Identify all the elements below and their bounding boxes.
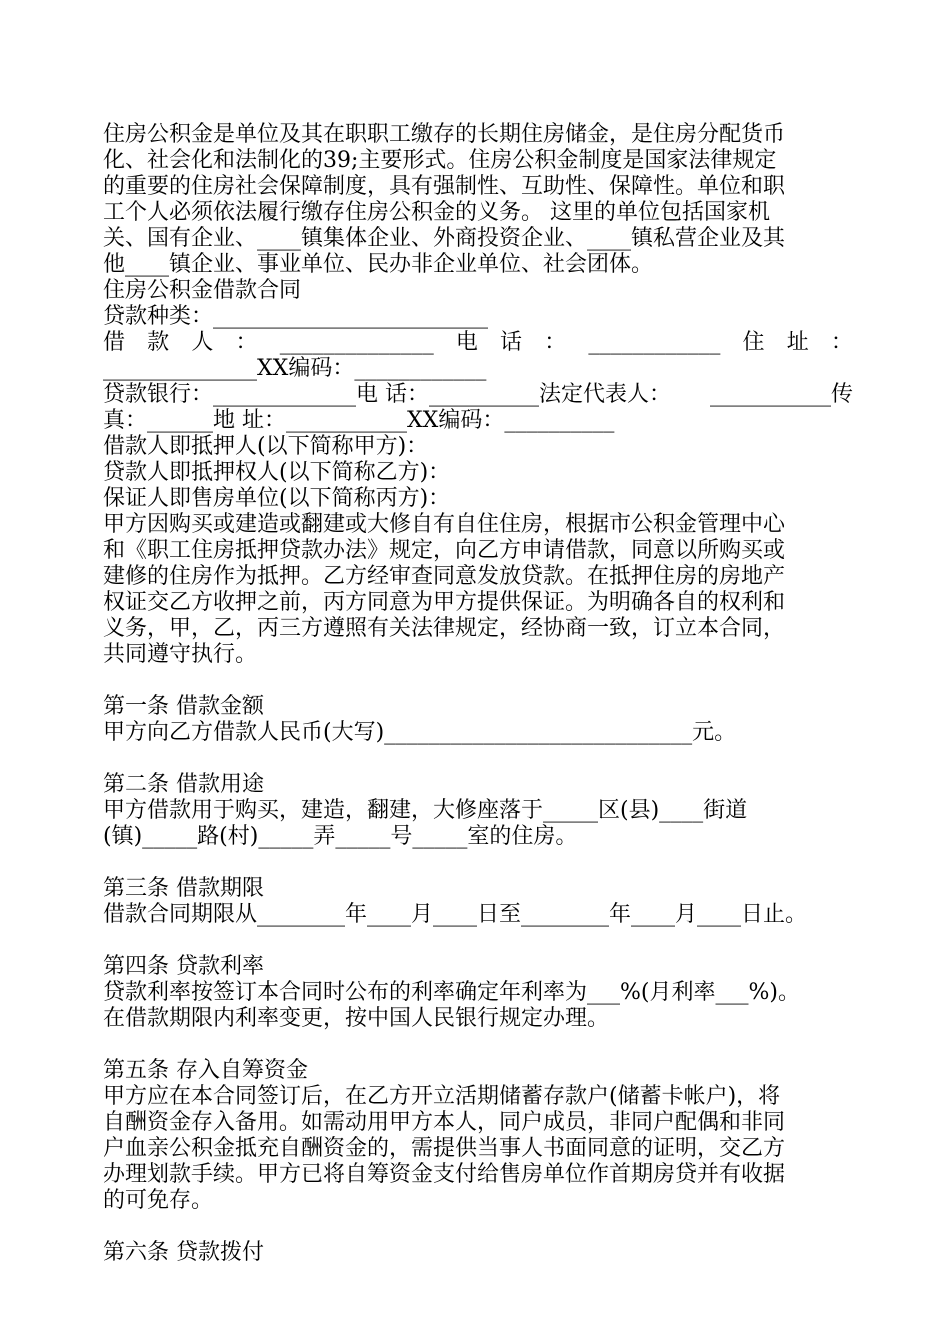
article-line: 户血亲公积金抵充自酬资金的，需提供当事人书面同意的证明，交乙方 <box>103 1136 786 1161</box>
borrower-row-part: ： <box>235 330 258 355</box>
borrower-row-part: 人 <box>191 330 214 355</box>
article-4 <box>103 954 853 1032</box>
article-2 <box>103 772 853 850</box>
borrower-row-part: ____________ <box>588 330 721 355</box>
article-title: 第六条 贷款拨付 <box>103 1240 264 1265</box>
borrower-row-part: 借 <box>103 330 126 355</box>
article-line: 甲方应在本合同签订后，在乙方开立活期储蓄存款户(储蓄卡帐户)，将 <box>103 1084 781 1109</box>
borrower-row-part: 址 <box>786 330 809 355</box>
party-a-label: 借款人即抵押人(以下简称甲方)： <box>103 434 429 459</box>
borrower-row-part: 款 <box>147 330 170 355</box>
article-title: 第一条 借款金额 <box>103 694 264 719</box>
article-title: 第四条 贷款利率 <box>103 954 264 979</box>
article-line: 自酬资金存入备用。如需动用甲方本人，同户成员，非同户配偶和非同 <box>103 1110 786 1135</box>
intro-line: 化、社会化和法制化的39;主要形式。住房公积金制度是国家法律规定 <box>103 148 777 173</box>
article-5 <box>103 1058 853 1214</box>
article-title: 第五条 存入自筹资金 <box>103 1058 308 1083</box>
intro-paragraph <box>103 122 853 278</box>
intro-line: 的重要的住房社会保障制度，具有强制性、互助性、保障性。单位和职 <box>103 174 786 199</box>
preamble-line: 和《职工住房抵押贷款办法》规定，向乙方申请借款，同意以所购买或 <box>103 538 786 563</box>
party-c-label: 保证人即售房单位(以下简称丙方)： <box>103 486 451 511</box>
borrower-row <box>103 330 853 356</box>
bank-row-cont: 真：______地 址：___________XX编码：__________ <box>103 408 615 433</box>
preamble-paragraph <box>103 512 853 668</box>
article-title: 第二条 借款用途 <box>103 772 264 797</box>
loan-type-field: 贷款种类：_________________________ <box>103 304 489 329</box>
intro-line: 住房公积金是单位及其在职职工缴存的长期住房储金，是住房分配货币 <box>103 122 786 147</box>
contract-title: 住房公积金借款合同 <box>103 278 302 303</box>
party-b-label: 贷款人即抵押权人(以下简称乙方)： <box>103 460 451 485</box>
article-line: 贷款利率按签订本合同时公布的利率确定年利率为___%(月利率___%)。 <box>103 980 800 1005</box>
preamble-line: 义务，甲，乙，丙三方遵照有关法律规定，经协商一致，订立本合同， <box>103 616 786 641</box>
preamble-line: 甲方因购买或建造或翻建或大修自有自住住房，根据市公积金管理中心 <box>103 512 786 537</box>
borrower-row-part: 电 <box>455 330 478 355</box>
document-page <box>103 122 853 1266</box>
intro-line: 他____镇企业、事业单位、民办非企业单位、社会团体。 <box>103 252 654 277</box>
intro-line: 工个人必须依法履行缴存住房公积金的义务。 这里的单位包括国家机 <box>103 200 770 225</box>
preamble-line: 建修的住房作为抵押。乙方经审查同意发放贷款。在抵押住房的房地产 <box>103 564 786 589</box>
article-line: (镇)_____路(村)_____弄_____号_____室的住房。 <box>103 824 578 849</box>
bank-row-part: 贷款银行：_____________电 话：__________法定代表人： <box>103 382 671 407</box>
borrower-row-part: ： <box>830 330 853 355</box>
borrower-row-part: ： <box>544 330 567 355</box>
article-line: 的可免存。 <box>103 1188 214 1213</box>
article-3 <box>103 876 853 928</box>
bank-row <box>103 382 853 408</box>
borrower-row-part: 话 <box>500 330 523 355</box>
borrower-row-part: ______________ <box>279 330 434 355</box>
article-line: 借款合同期限从________年____月____日至________年____月____日止。 <box>103 902 808 927</box>
bank-row-part: ___________传 <box>709 382 853 407</box>
article-title: 第三条 借款期限 <box>103 876 264 901</box>
article-line: 甲方向乙方借款人民币(大写)____________________________元。 <box>103 720 737 745</box>
article-line: 在借款期限内利率变更，按中国人民银行规定办理。 <box>103 1006 610 1031</box>
article-1 <box>103 694 853 746</box>
borrower-row-cont: ______________XX编码：____________ <box>103 356 487 381</box>
intro-line: 关、国有企业、____镇集体企业、外商投资企业、____镇私营企业及其 <box>103 226 786 251</box>
article-line: 甲方借款用于购买，建造，翻建，大修座落于_____区(县)____街道 <box>103 798 748 823</box>
borrower-row-part: 住 <box>742 330 765 355</box>
preamble-line: 权证交乙方收押之前，丙方同意为甲方提供保证。为明确各自的权利和 <box>103 590 786 615</box>
preamble-line: 共同遵守执行。 <box>103 642 258 667</box>
article-6 <box>103 1240 853 1266</box>
article-line: 办理划款手续。甲方已将自筹资金支付给售房单位作首期房贷并有收据 <box>103 1162 786 1187</box>
